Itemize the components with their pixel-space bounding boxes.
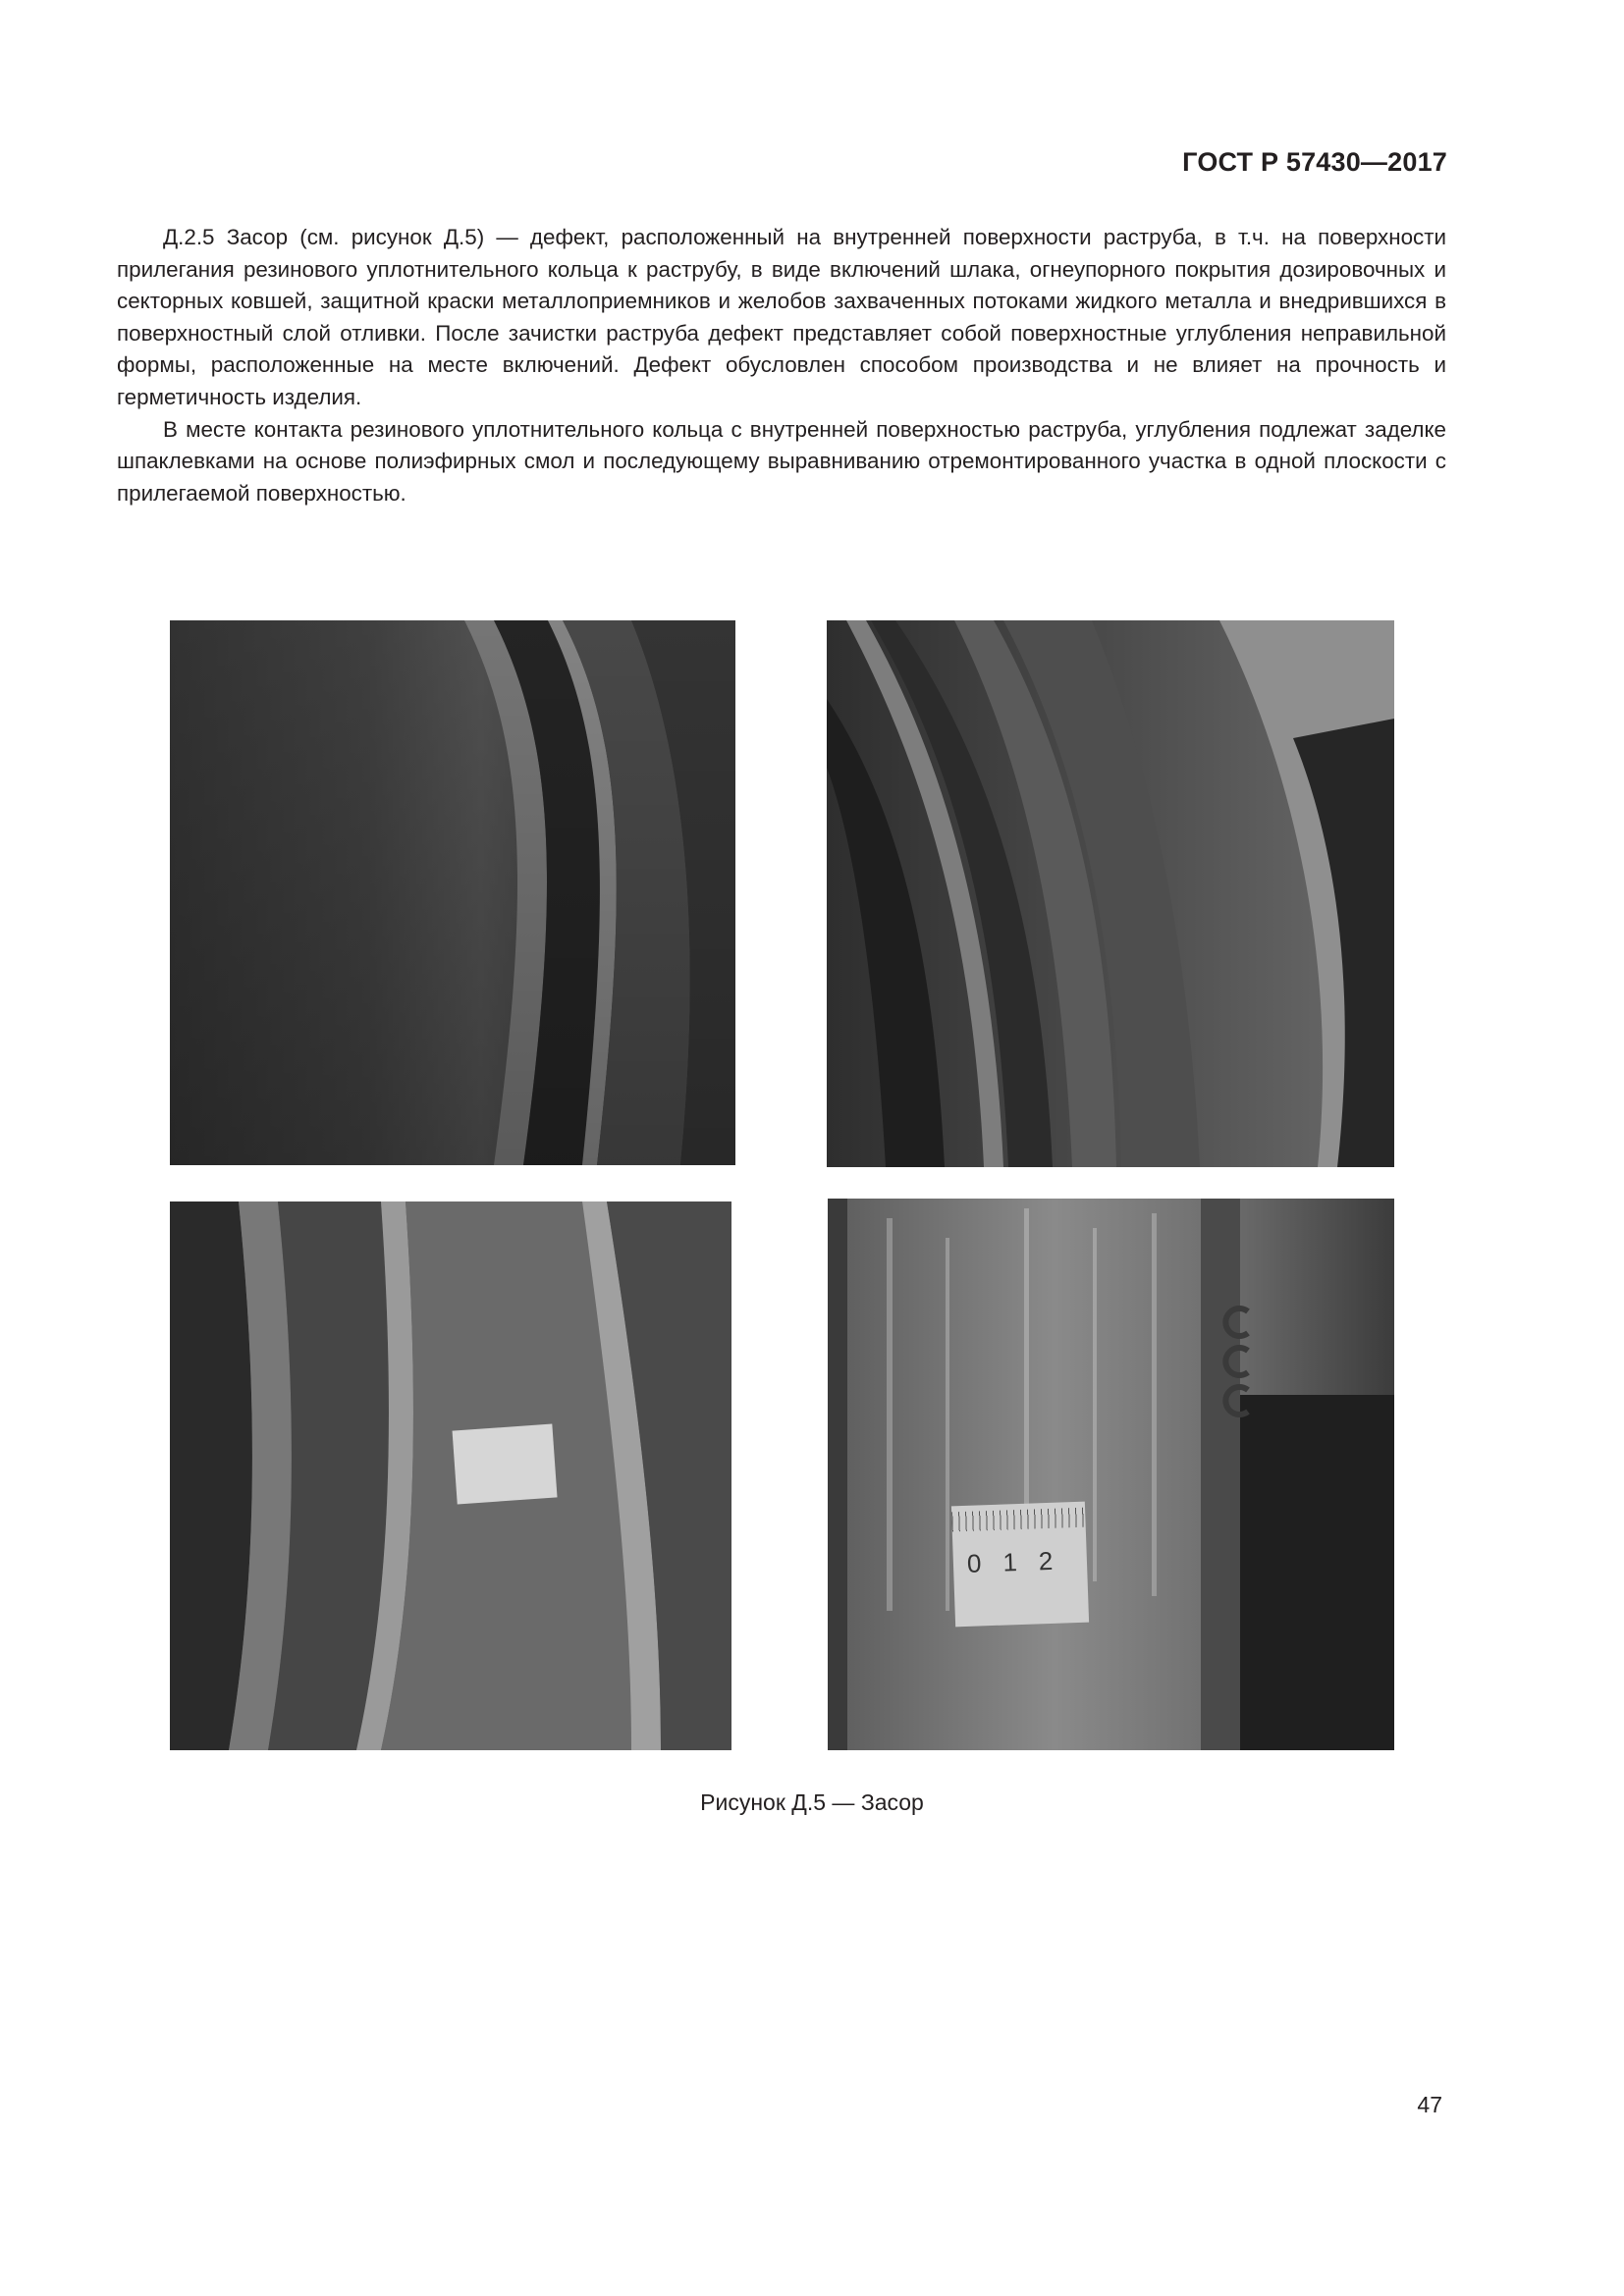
measuring-ruler: [453, 1424, 558, 1505]
paragraph-defect-description: Д.2.5 Засор (см. рисунок Д.5) — дефект, расположенный на внутренней поверхности раструба, в т.ч. на поверхности прилегания резинового уплотнительного кольца к раструбу, в виде включений шлака, огнеупорного покрытия дозировочных и секторных ковшей, защитной краски металлоприемников и желобов захваченных потоками жидкого металла и внедрившихся в поверхностный слой отливки. После зачистки раструба дефект представляет собой поверхностные углубления неправильной формы, расположенные на месте включений. Дефект обусловлен способом производства и не влияет на прочность и герметичность изделия.: [117, 225, 1446, 409]
pipe-socket-photo-4: [828, 1199, 1394, 1750]
body-text: [117, 222, 1446, 509]
paragraph-repair-instructions: В месте контакта резинового уплотнительного кольца с внутренней поверхностью раструба, углубления подлежат заделке шпаклевками на основе полиэфирных смол и последующему выравниванию отремонтированного участка в одной плоскости с прилегаемой поверхностью.: [117, 416, 1446, 506]
figure-caption: Рисунок Д.5 — Засор: [700, 1789, 924, 1815]
photo-bottom-left: [170, 1201, 731, 1750]
photo-bottom-right: [828, 1199, 1394, 1750]
photo-top-right: [827, 620, 1394, 1167]
ruler-label-1: 1: [1001, 1547, 1018, 1577]
photo-top-left: [170, 620, 735, 1165]
standard-code-header: ГОСТ Р 57430—2017: [1182, 147, 1447, 177]
page-number: 47: [1417, 2092, 1442, 2117]
measuring-ruler: [951, 1502, 1089, 1628]
pipe-socket-photo-2: [827, 620, 1394, 1167]
pipe-socket-photo-1: [170, 620, 735, 1165]
ruler-label-0: 0: [966, 1548, 982, 1578]
ruler-label-2: 2: [1038, 1545, 1054, 1576]
pipe-socket-photo-3: [170, 1201, 731, 1750]
